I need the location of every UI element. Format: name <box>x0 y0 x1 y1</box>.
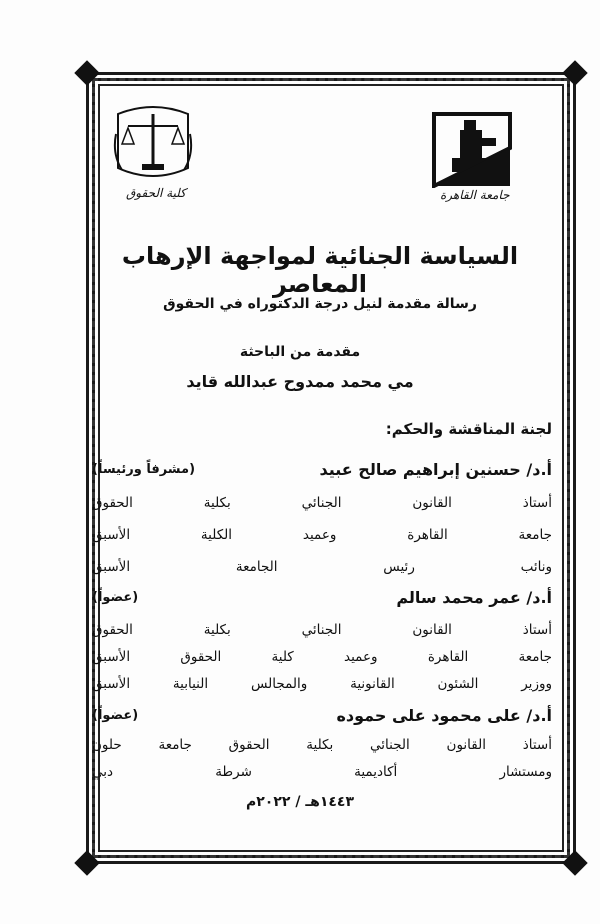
university-caption: جامعة القاهرة <box>440 188 510 202</box>
member-description-line: أستاذ القانون الجنائي بكلية الحقوق <box>92 495 552 511</box>
member-description-line: ومستشار أكاديمية شرطة دبي <box>92 764 552 780</box>
member-role: (عضواً) <box>92 590 139 605</box>
member-role: (عضواً) <box>92 708 139 723</box>
scales-of-justice-icon <box>108 104 198 184</box>
faculty-caption: كلية الحقوق <box>126 186 186 200</box>
member-role: (مشرفاً ورئيساً) <box>92 462 196 477</box>
committee-member-3 <box>82 706 552 725</box>
thesis-date: ١٤٤٣هـ / ٢٠٢٢م <box>246 794 354 810</box>
committee-heading: لجنة المناقشة والحكم: <box>385 420 552 438</box>
submitted-by-label: مقدمة من الباحثة <box>239 344 361 360</box>
member-name: أ.د/ عمر محمد سالم <box>396 588 552 607</box>
committee-member-2 <box>82 588 552 607</box>
member-name: أ.د/ حسنين إبراهيم صالح عبيد <box>319 460 552 479</box>
member-name: أ.د/ على محمود على حموده <box>336 706 552 725</box>
thesis-subtitle: رسالة مقدمة لنيل درجة الدكتوراه في الحقوق <box>163 296 477 312</box>
member-description-line: أستاذ القانون الجنائي بكلية الحقوق <box>92 622 552 638</box>
committee-member-1 <box>82 460 552 479</box>
member-description-line: ووزير الشئون القانونية والمجالس النيابية الأسبق <box>92 676 552 692</box>
faculty-of-law-logo <box>108 104 198 204</box>
thesis-title: السياسة الجنائية لمواجهة الإرهاب المعاصر <box>121 242 519 298</box>
member-description-line: جامعة القاهرة وعميد كلية الحقوق الأسبق <box>92 649 552 665</box>
member-description-line: جامعة القاهرة وعميد الكلية الأسبق <box>92 527 552 543</box>
pharaoh-scribe-icon <box>430 108 514 188</box>
member-description-line: ونائب رئيس الجامعة الأسبق <box>92 559 552 575</box>
cairo-university-logo <box>430 108 514 204</box>
author-name: مي محمد ممدوح عبدالله قايد <box>186 372 414 391</box>
member-description-line: أستاذ القانون الجنائي بكلية الحقوق جامعة حلون <box>92 737 552 753</box>
